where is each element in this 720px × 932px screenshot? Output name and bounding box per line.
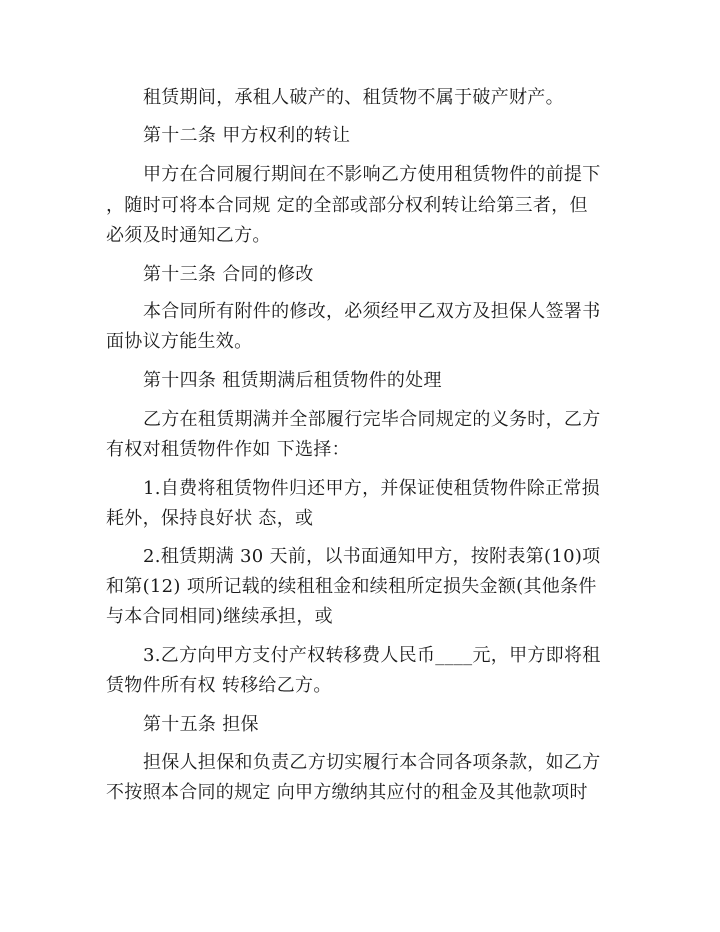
list-item-line: 赁物件所有权 转移给乙方。 (106, 675, 332, 696)
paragraph-line: 有权对租赁物件作如 下选择： (106, 439, 350, 460)
paragraph-line: 租赁期间，承租人破产的、租赁物不属于破产财产。 (143, 87, 564, 108)
article-heading: 第十二条 甲方权利的转让 (143, 125, 351, 146)
paragraph-line: ，随时可将本合同规 定的全部或部分权利转让给第三者，但 (106, 195, 588, 216)
list-item-line: 与本合同相同)继续承担，或 (106, 606, 333, 627)
list-item-line: 2.租赁期满 30 天前，以书面通知甲方，按附表第(10)项 (143, 546, 601, 567)
paragraph-line: 面协议方能生效。 (106, 331, 253, 352)
list-item-line: 耗外，保持良好状 态，或 (106, 508, 314, 529)
article-heading: 第十三条 合同的修改 (143, 264, 314, 285)
article-heading: 第十五条 担保 (143, 714, 259, 735)
paragraph-line: 必须及时通知乙方。 (106, 225, 271, 246)
paragraph-line: 担保人担保和负责乙方切实履行本合同各项条款，如乙方 (143, 752, 601, 773)
paragraph-line: 甲方在合同履行期间在不影响乙方使用租赁物件的前提下 (143, 164, 601, 185)
paragraph-line: 本合同所有附件的修改，必须经甲乙双方及担保人签署书 (143, 301, 601, 322)
article-heading: 第十四条 租赁期满后租赁物件的处理 (143, 370, 442, 391)
list-item-line: 和第(12) 项所记载的续租租金和续租所定损失金额(其他条件 (106, 576, 597, 597)
list-item-line: 3.乙方向甲方支付产权转移费人民币____元，甲方即将租 (143, 645, 601, 666)
paragraph-line: 不按照本合同的规定 向甲方缴纳其应付的租金及其他款项时 (106, 782, 588, 803)
paragraph-line: 乙方在租赁期满并全部履行完毕合同规定的义务时，乙方 (143, 409, 601, 430)
list-item-line: 1.自费将租赁物件归还甲方，并保证使租赁物件除正常损 (143, 478, 600, 499)
